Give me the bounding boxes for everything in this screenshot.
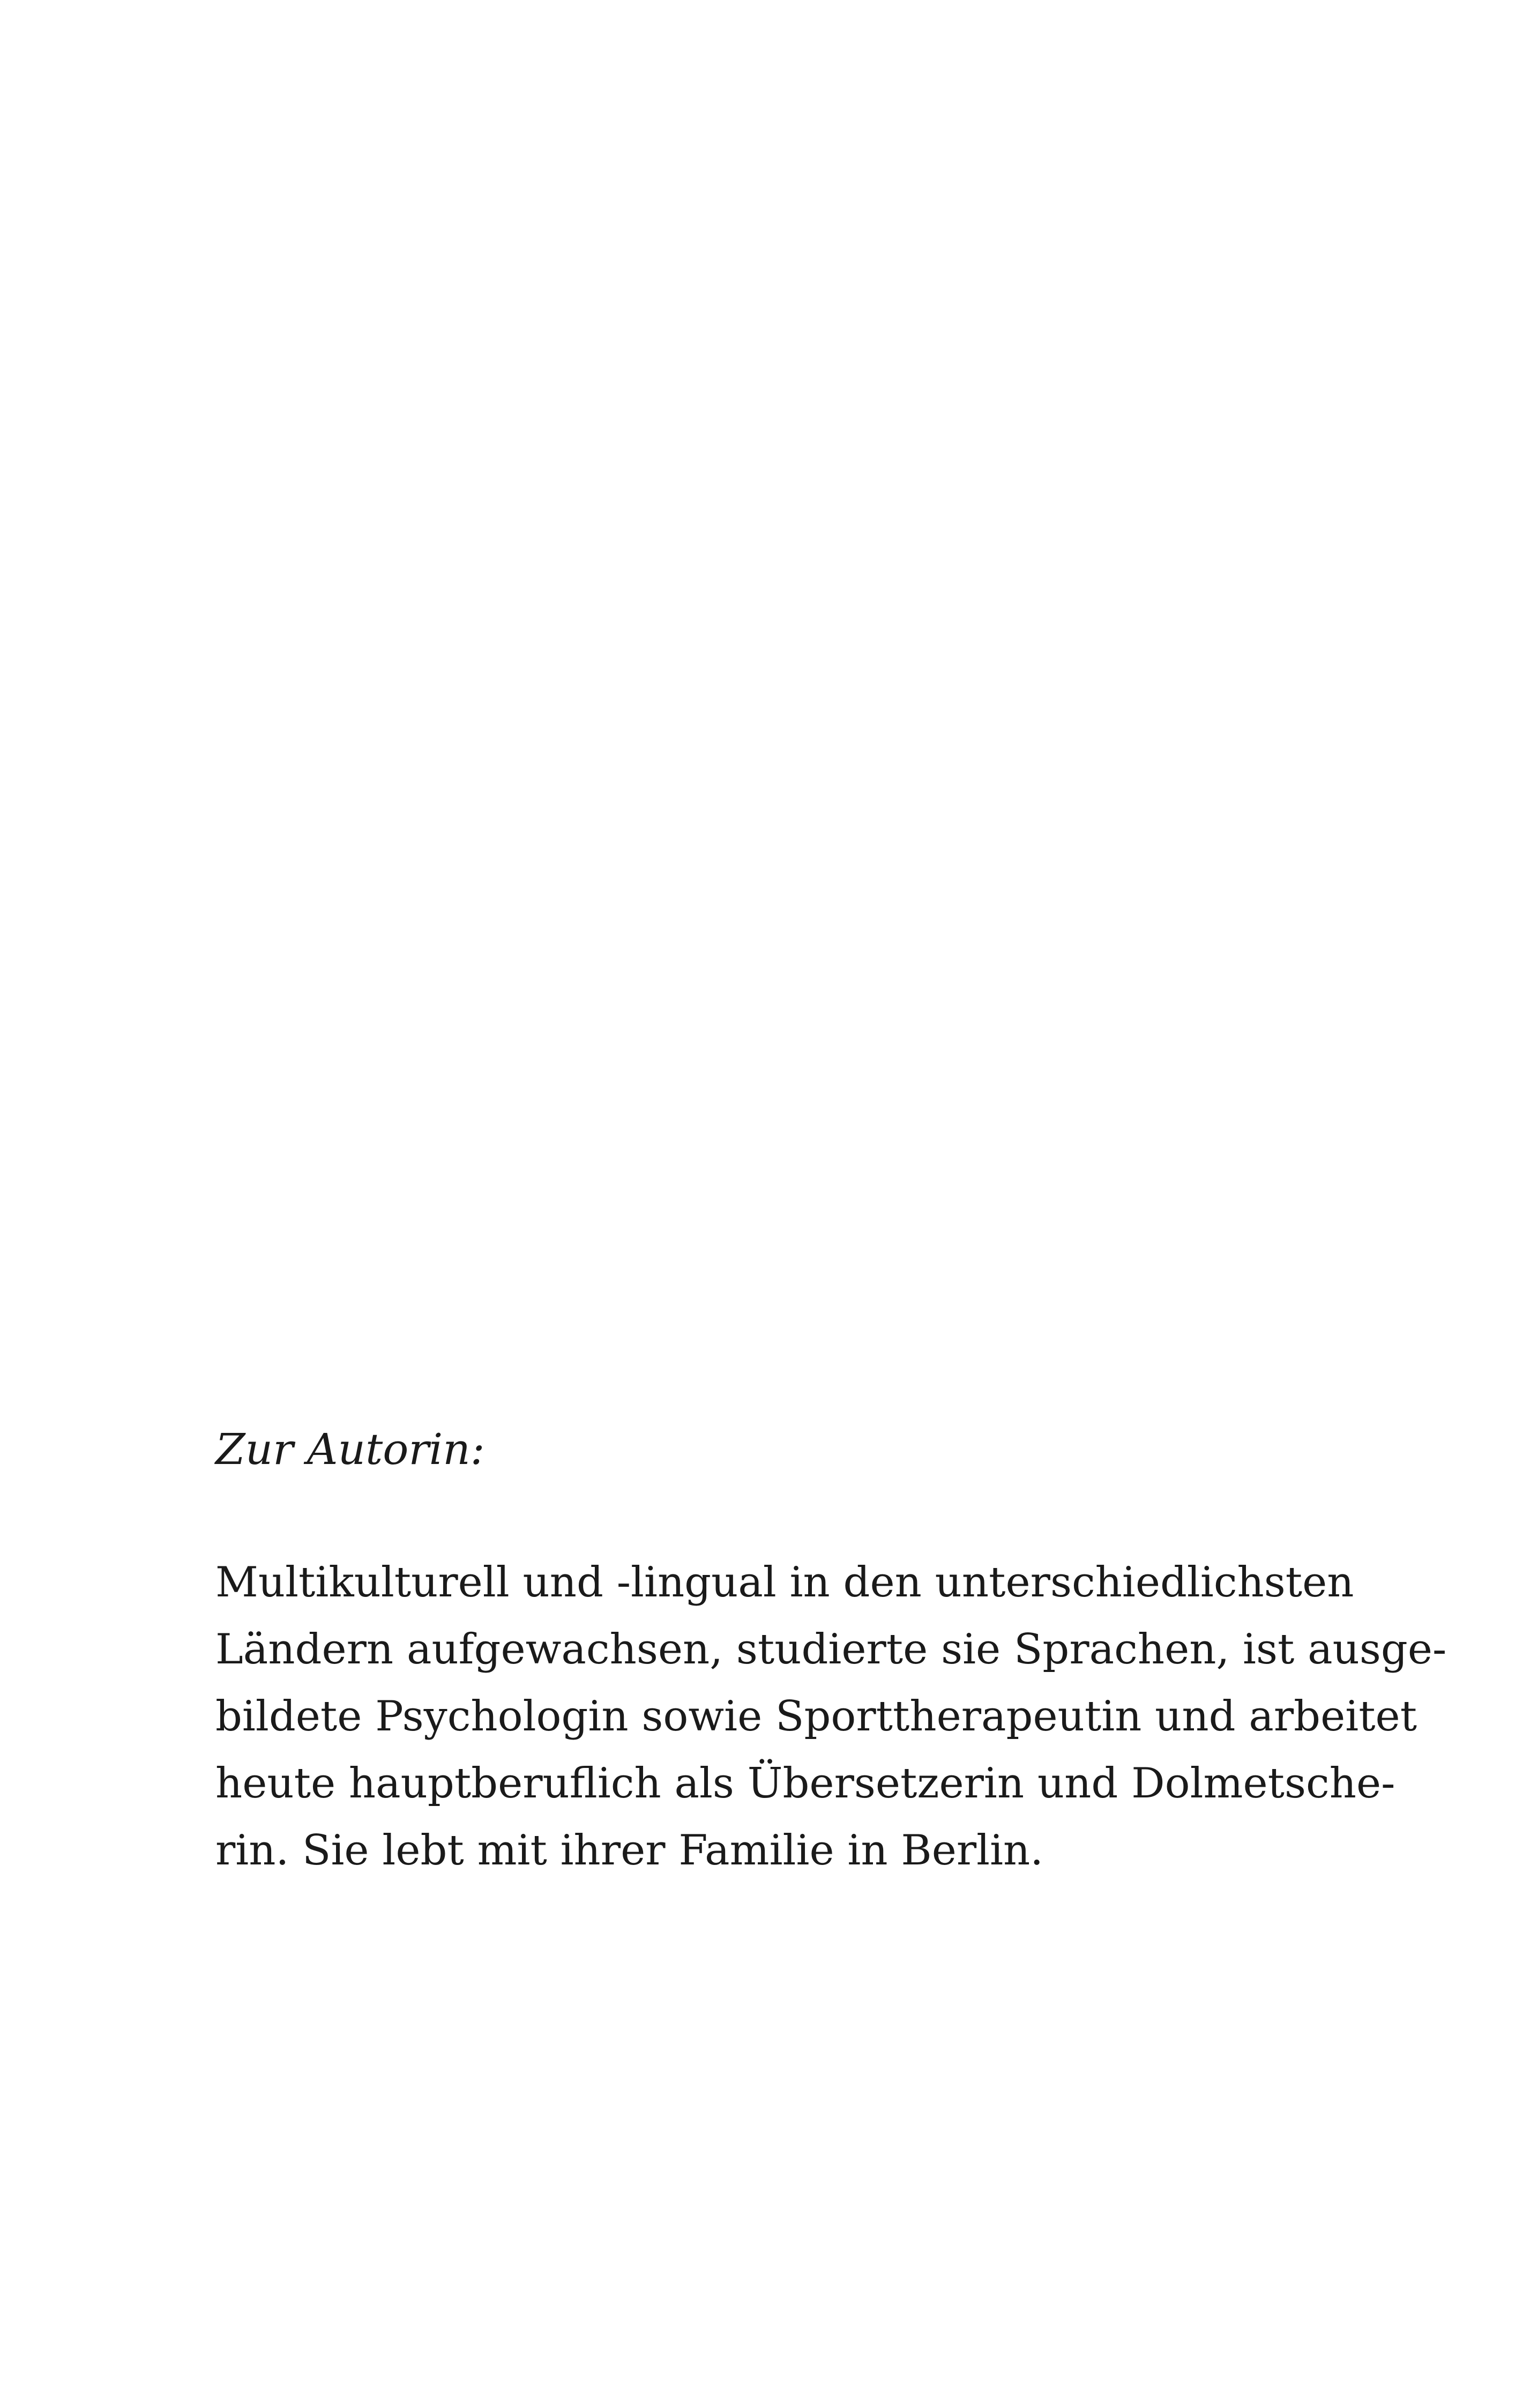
bio-line: rin. Sie lebt mit ihrer Familie in Berlin. <box>215 1826 1044 1875</box>
section-heading: Zur Autorin: <box>215 1424 485 1474</box>
author-bio-paragraph <box>215 1549 1447 1884</box>
bio-line: Ländern aufgewachsen, studierte sie Sprachen, ist ausge- <box>215 1625 1447 1674</box>
bio-line: bildete Psychologin sowie Sporttherapeutin und arbeitet <box>215 1692 1417 1741</box>
author-section <box>215 1415 1447 1884</box>
bio-line: Multikulturell und -lingual in den unterschiedlichsten <box>215 1558 1354 1607</box>
bio-line: heute hauptberuflich als Übersetzerin und Dolmetsche- <box>215 1759 1395 1808</box>
